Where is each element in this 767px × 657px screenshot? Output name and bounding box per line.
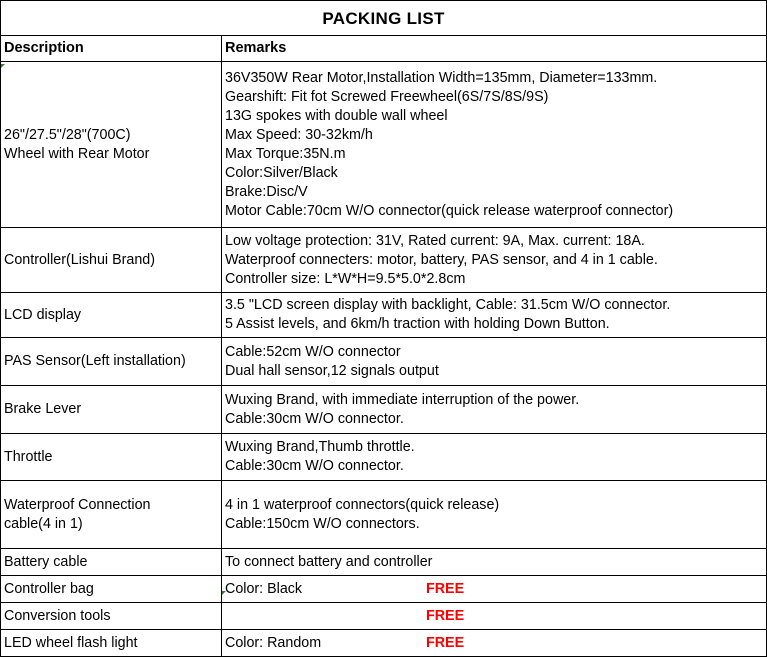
description-line: LED wheel flash light — [4, 634, 138, 651]
remarks-line: Max Speed: 30-32km/h — [225, 126, 373, 143]
header-remarks: Remarks — [222, 36, 767, 62]
description-line: Waterproof Connection — [4, 496, 151, 513]
header-description: Description — [1, 36, 222, 62]
remarks-line: Wuxing Brand,Thumb throttle. — [225, 439, 415, 455]
item-description — [1, 386, 222, 434]
remarks-content — [225, 391, 763, 429]
item-remarks — [222, 576, 767, 603]
remarks-line: Cable:52cm W/O connector — [225, 343, 401, 360]
description-line: Brake Lever — [4, 401, 82, 417]
item-remarks — [222, 293, 767, 338]
item-remarks — [222, 62, 767, 228]
table-row — [1, 603, 767, 630]
cell-corner-marker-icon — [222, 591, 226, 595]
item-remarks — [222, 603, 767, 630]
remarks-line: Color: Random — [225, 634, 322, 651]
description-line: PAS Sensor(Left installation) — [4, 353, 186, 369]
item-description — [1, 434, 222, 481]
remarks-line: Cable:30cm W/O connector. — [225, 410, 404, 427]
table-row — [1, 549, 767, 576]
table-row — [1, 576, 767, 603]
remarks-line: Cable:30cm W/O connector. — [225, 458, 404, 474]
item-description — [1, 293, 222, 338]
remarks-content — [225, 438, 763, 476]
table-row — [1, 228, 767, 293]
description-line: 26"/27.5"/28"(700C) — [4, 126, 131, 143]
remarks-content — [225, 343, 763, 381]
cell-corner-marker-icon — [1, 64, 5, 68]
remarks-line: Cable:150cm W/O connectors. — [225, 515, 420, 532]
table-row — [1, 338, 767, 386]
remarks-line: 13G spokes with double wall wheel — [225, 107, 448, 124]
remarks-line: Brake:Disc/V — [225, 183, 308, 200]
item-description — [1, 630, 222, 657]
header-row — [1, 36, 767, 62]
free-badge: FREE — [426, 607, 465, 624]
item-description — [1, 62, 222, 228]
remarks-content — [225, 69, 763, 221]
remarks-content — [225, 232, 763, 289]
free-badge: FREE — [426, 634, 465, 651]
remarks-line: To connect battery and controller — [225, 553, 433, 570]
description-line: Conversion tools — [4, 607, 111, 624]
remarks-content — [225, 607, 763, 626]
table-row — [1, 481, 767, 549]
remarks-line: Low voltage protection: 31V, Rated current: 9A, Max. current: 18A. — [225, 232, 645, 249]
description-line: Wheel with Rear Motor — [4, 145, 150, 162]
item-remarks — [222, 338, 767, 386]
table-row — [1, 386, 767, 434]
remarks-line: 4 in 1 waterproof connectors(quick release) — [225, 496, 500, 513]
item-remarks — [222, 434, 767, 481]
remarks-line: Controller size: L*W*H=9.5*5.0*2.8cm — [225, 270, 466, 287]
remarks-content — [225, 553, 763, 572]
remarks-content — [225, 634, 763, 653]
table-row — [1, 293, 767, 338]
table-row — [1, 434, 767, 481]
item-description — [1, 481, 222, 549]
title-row — [1, 1, 767, 36]
item-remarks — [222, 386, 767, 434]
description-line: Controller(Lishui Brand) — [4, 251, 155, 268]
remarks-line: 3.5 "LCD screen display with backlight, Cable: 31.5cm W/O connector. — [225, 297, 671, 313]
remarks-line: Max Torque:35N.m — [225, 145, 346, 162]
description-line: Throttle — [4, 448, 53, 465]
description-line: Battery cable — [4, 553, 88, 570]
remarks-line: Gearshift: Fit fot Screwed Freewheel(6S/7S/8S/9S) — [225, 88, 549, 105]
table-title: PACKING LIST — [1, 1, 767, 36]
remarks-content — [225, 296, 763, 334]
item-remarks — [222, 228, 767, 293]
remarks-line: Wuxing Brand, with immediate interruption of the power. — [225, 391, 580, 408]
remarks-line: 36V350W Rear Motor,Installation Width=135mm, Diameter=133mm. — [225, 69, 658, 86]
description-line: LCD display — [4, 306, 82, 323]
remarks-line: 5 Assist levels, and 6km/h traction with holding Down Button. — [225, 316, 610, 332]
item-description — [1, 603, 222, 630]
item-description — [1, 576, 222, 603]
item-description — [1, 228, 222, 293]
remarks-line: Waterproof connecters: motor, battery, PAS sensor, and 4 in 1 cable. — [225, 251, 658, 268]
item-remarks — [222, 549, 767, 576]
item-description — [1, 338, 222, 386]
free-badge: FREE — [426, 580, 465, 597]
remarks-line: Motor Cable:70cm W/O connector(quick release waterproof connector) — [225, 202, 674, 219]
remarks-line: Dual hall sensor,12 signals output — [225, 362, 439, 379]
table-row — [1, 62, 767, 228]
item-remarks — [222, 630, 767, 657]
description-line: Controller bag — [4, 580, 94, 597]
remarks-line: Color: Black — [225, 580, 303, 597]
item-description — [1, 549, 222, 576]
description-line: cable(4 in 1) — [4, 515, 83, 532]
remarks-content — [225, 580, 763, 599]
item-remarks — [222, 481, 767, 549]
table-row — [1, 630, 767, 657]
remarks-line: Color:Silver/Black — [225, 164, 338, 181]
remarks-content — [225, 496, 763, 534]
remarks-line — [225, 607, 763, 626]
